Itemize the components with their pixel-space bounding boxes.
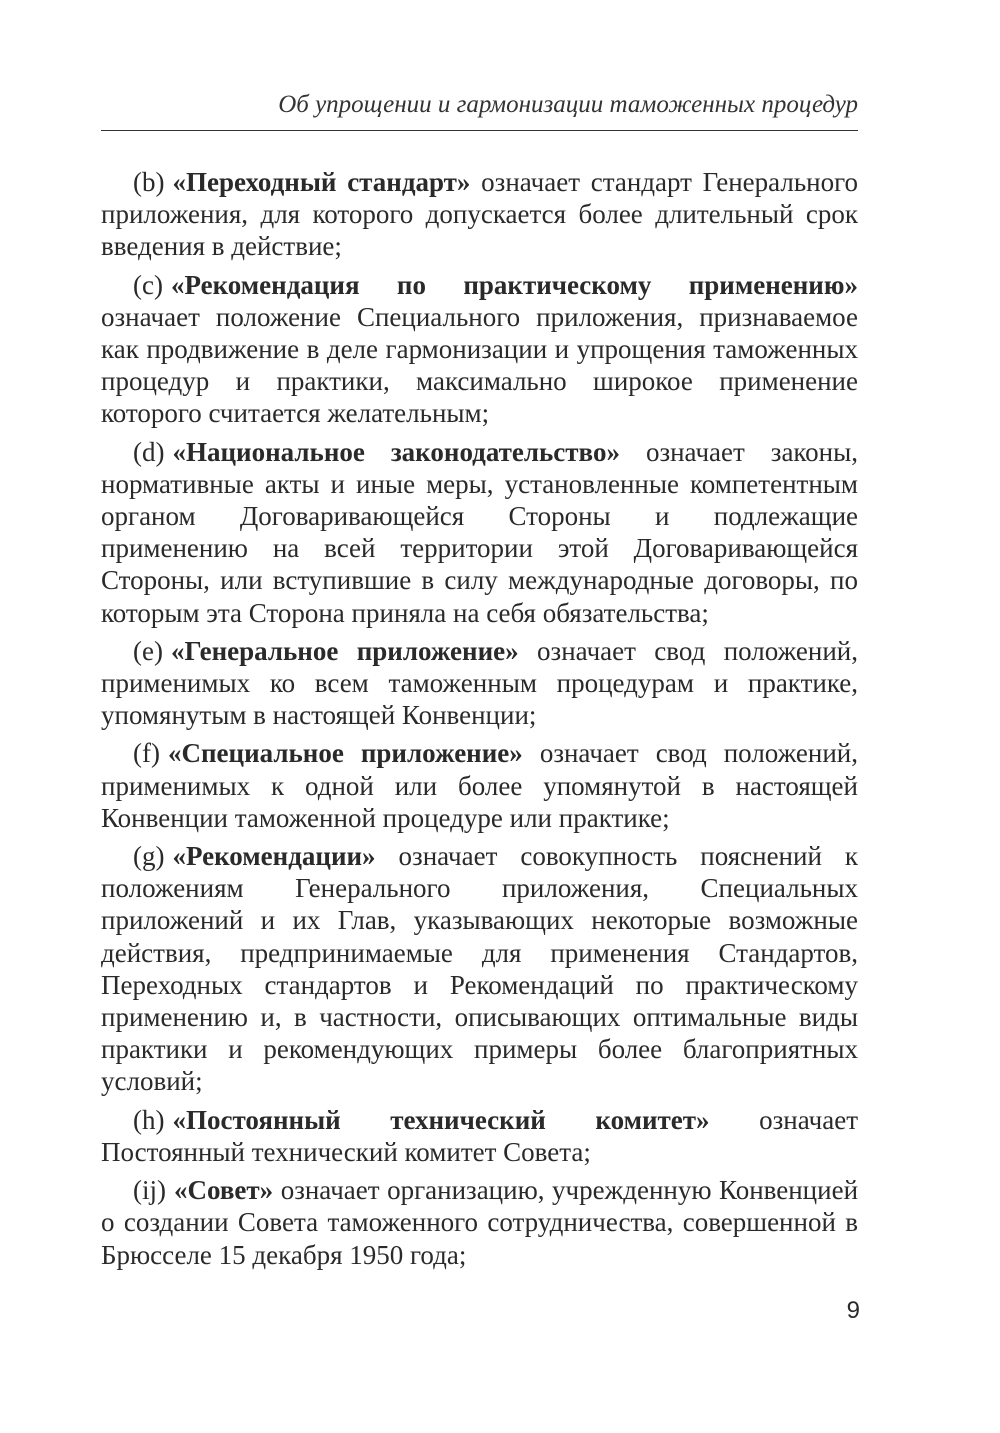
definition-text: означает стандарт Генерального приложения, для которого допускается более длительный срок введения в действие; [101,167,859,262]
definition-term: «Специальное приложение» [167,738,523,769]
definition-text: означает Постоянный технический комитет Совета; [101,1104,858,1167]
definition-letter: (b) [133,167,165,197]
definition-text: означает свод положений, применимых ко всем таможенным процедурам и практике, упомянутым в настоящей Конвенции; [101,635,858,731]
definition-text: означает совокупность пояснений к положениям Генерального приложения, Специальных приложений и их Глав, указывающих некоторые возможные действия, предпринимаемые для применения Стандартов, Переходных стандартов и Рекомендаций по практическому применению и, в частности, описывающих оптимальные виды практики и рекомендующих примеры более благоприятных условий; [101,841,858,1097]
running-header: Об упрощении и гармонизации таможенных процедур [278,91,858,118]
definition-term: «Рекомендация по практическому применению» [170,269,858,300]
definition-letter: (c) [133,269,163,300]
definition-d [101,436,858,629]
definition-term: «Генеральное приложение» [170,635,519,666]
definition-term: «Постоянный технический комитет» [172,1104,710,1135]
header-divider [101,130,858,131]
page-number: 9 [846,1297,860,1324]
definition-letter: (h) [133,1104,165,1135]
definition-ij [101,1174,858,1271]
definition-f [101,737,858,834]
definition-text: означает законы, нормативные акты и иные меры, установленные компетентным органом Договаривающейся Стороны и подлежащие применению на всей территории этой Договаривающейся Стороны, или вступившие в силу международные договоры, по которым эта Сторона приняла на себя обязательства; [101,436,859,628]
definition-letter: (d) [133,436,165,467]
definition-text: означает положение Специального приложения, признаваемое как продвижение в деле гармонизации и упрощения таможенных процедур и практики, максимально широкое применение которого считается желательным; [101,301,858,429]
definition-g [101,840,858,1098]
definition-letter: (e) [133,635,163,666]
definition-e [101,635,858,732]
definition-text: означает свод положений, применимых к одной или более упомянутой в настоящей Конвенции таможенной процедуре или практике; [101,738,859,833]
definition-term: «Совет» [174,1175,274,1206]
definition-term: «Рекомендации» [172,841,376,872]
definition-letter: (ij) [133,1175,166,1206]
definition-text: означает организацию, учрежденную Конвенцией о создании Совета таможенного сотрудничества, совершенной в Брюсселе 15 декабря 1950 года; [101,1175,859,1270]
definition-term: «Национальное законодательство» [172,436,620,467]
definition-letter: (f) [133,738,160,769]
definition-h [101,1104,858,1168]
definition-letter: (g) [133,841,165,872]
definition-c [101,269,858,430]
definition-term: «Переходный стандарт» [172,167,471,197]
definition-b [101,166,858,263]
definitions-list [101,166,858,1277]
